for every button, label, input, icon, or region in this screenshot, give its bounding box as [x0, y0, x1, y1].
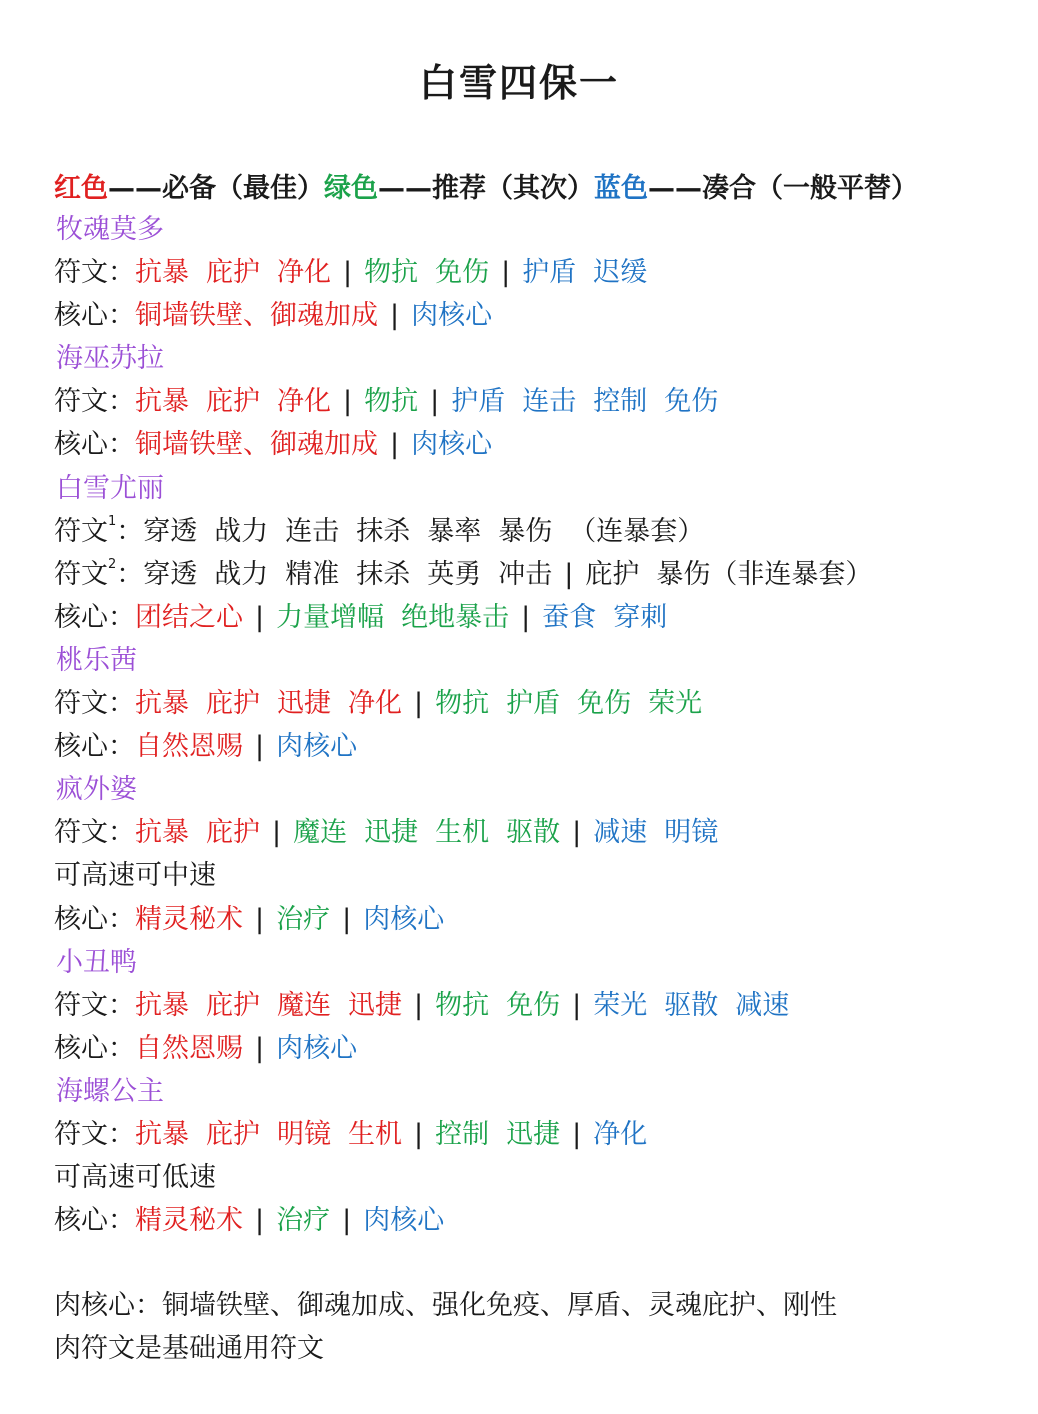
option-group-green	[293, 817, 560, 848]
option-item: 护盾	[506, 688, 561, 720]
option-item: 物抗	[435, 688, 490, 720]
option-group-red	[135, 602, 243, 633]
option-item: 护盾	[522, 257, 577, 289]
legend-segment: 绿色	[324, 173, 378, 204]
option-item: 铜墙铁壁、御魂加成	[135, 300, 378, 332]
row-label: 符文：	[54, 688, 135, 720]
option-group-blue	[276, 1033, 357, 1064]
row-label: 符文	[54, 515, 108, 547]
group-separator: |	[255, 601, 265, 633]
row-label: 核心：	[54, 903, 135, 935]
option-group-blue	[593, 990, 789, 1021]
rune-row	[54, 984, 1008, 1027]
option-item: 穿刺	[613, 601, 668, 633]
option-group-red	[135, 1119, 402, 1150]
group-separator: |	[255, 903, 265, 935]
option-item: 庇护	[206, 817, 260, 849]
option-item: 免伤	[435, 257, 490, 289]
option-item: 物抗	[364, 257, 419, 289]
option-group-blue	[522, 257, 647, 288]
group-separator: |	[521, 601, 531, 633]
option-item: 驱散	[506, 817, 561, 849]
option-group-red	[135, 429, 378, 460]
option-item: 战力	[214, 558, 269, 590]
group-separator: |	[501, 257, 511, 289]
option-group-blue	[276, 731, 357, 762]
option-item: 护盾	[451, 386, 506, 418]
option-item: 连击	[285, 515, 340, 547]
option-item: 自然恩赐	[135, 731, 243, 763]
option-group-red	[135, 904, 243, 935]
option-group-green	[435, 990, 560, 1021]
group-separator: |	[572, 989, 582, 1021]
core-row	[54, 596, 1008, 639]
option-group-black	[585, 559, 872, 590]
color-legend	[54, 166, 918, 205]
option-item: 迅捷	[364, 817, 419, 849]
option-item: （连暴套）	[569, 515, 705, 547]
rune-row	[54, 682, 1008, 725]
option-item: 控制	[435, 1118, 490, 1150]
group-separator: |	[414, 1118, 424, 1150]
option-item: 肉核心	[363, 1205, 445, 1237]
option-item: 净化	[593, 1118, 648, 1150]
group-separator: |	[572, 817, 582, 849]
option-item: 生机	[435, 817, 490, 849]
option-group-red	[135, 300, 378, 331]
rune-row	[54, 251, 1008, 294]
option-item: 庇护	[585, 558, 640, 590]
option-item: 荣光	[593, 989, 648, 1021]
option-item: 力量增幅	[276, 601, 385, 633]
hero-name: 牧魂莫多	[56, 214, 164, 245]
option-item: 驱散	[664, 989, 719, 1021]
option-group-green	[276, 904, 330, 935]
option-item: 免伤	[664, 386, 719, 418]
group-separator: |	[430, 386, 440, 418]
option-group-blue	[363, 1205, 444, 1236]
option-item: 免伤	[506, 989, 561, 1021]
option-item: 肉核心	[363, 903, 445, 935]
option-group-green	[435, 688, 702, 719]
label-superscript: 1	[108, 513, 117, 529]
option-item: 治疗	[276, 903, 331, 935]
option-item: 肉核心	[276, 1032, 358, 1064]
option-group-green	[276, 1205, 330, 1236]
option-item: 荣光	[648, 688, 703, 720]
row-label: 符文：	[54, 989, 135, 1021]
option-item: 抗暴	[135, 989, 189, 1021]
option-group-blue	[593, 1119, 647, 1150]
option-item: 减速	[735, 989, 790, 1021]
row-label: 核心：	[54, 429, 135, 461]
option-group-red	[135, 386, 331, 417]
hero-name: 小丑鸭	[56, 946, 137, 978]
rune-row	[54, 1113, 1008, 1156]
option-item: 迅捷	[277, 688, 331, 720]
option-item: 净化	[277, 257, 331, 289]
option-item: 连击	[522, 386, 577, 418]
option-item: 自然恩赐	[135, 1032, 243, 1064]
core-row	[54, 294, 1008, 337]
row-label: 符文：	[54, 386, 135, 418]
core-row	[54, 725, 1008, 768]
option-item: 免伤	[577, 688, 632, 720]
option-item: 庇护	[206, 1118, 260, 1150]
option-group-blue	[451, 386, 718, 417]
option-item: 物抗	[435, 989, 490, 1021]
option-item: 明镜	[664, 817, 719, 849]
option-item: 暴伤	[498, 515, 553, 547]
group-separator: |	[390, 429, 400, 461]
group-separator: |	[272, 817, 282, 849]
option-group-red	[135, 1205, 243, 1236]
option-group-blue	[411, 429, 492, 460]
group-separator: |	[572, 1118, 582, 1150]
hero-name: 疯外婆	[56, 774, 137, 806]
rune-row	[54, 510, 1008, 553]
option-group-black	[143, 516, 704, 547]
option-item: 抗暴	[135, 1118, 189, 1150]
option-group-green	[364, 257, 489, 288]
hero-name: 桃乐茜	[56, 644, 137, 676]
option-item: 迅捷	[348, 989, 402, 1021]
core-row	[54, 1199, 1008, 1242]
option-item: 迟缓	[593, 257, 648, 289]
row-label: 符文：	[54, 1118, 135, 1150]
option-item: 生机	[348, 1118, 402, 1150]
option-group-green	[364, 386, 418, 417]
rune-row	[54, 811, 1008, 854]
option-item: 绝地暴击	[401, 601, 510, 633]
option-item: 减速	[593, 817, 648, 849]
page-title: 白雪四保一	[418, 61, 619, 105]
option-item: 英勇	[427, 558, 482, 590]
option-item: 庇护	[206, 257, 260, 289]
option-item: 暴率	[427, 515, 482, 547]
group-separator: |	[414, 688, 424, 720]
group-separator: |	[255, 731, 265, 763]
option-group-red	[135, 817, 260, 848]
group-separator: |	[255, 1205, 265, 1237]
option-group-red	[135, 257, 331, 288]
option-item: 魔连	[293, 817, 348, 849]
rune-row	[54, 553, 1008, 596]
option-item: 迅捷	[506, 1118, 561, 1150]
option-item: 抗暴	[135, 688, 189, 720]
row-label: 核心：	[54, 300, 135, 332]
row-label: 符文：	[54, 257, 135, 289]
option-group-red	[135, 731, 243, 762]
group-separator: |	[414, 989, 424, 1021]
core-row	[54, 423, 1008, 466]
option-item: 肉核心	[276, 731, 358, 763]
option-group-blue	[542, 602, 667, 633]
option-item: 控制	[593, 386, 648, 418]
group-separator: |	[342, 903, 352, 935]
option-group-red	[135, 688, 402, 719]
option-item: 穿透	[143, 558, 198, 590]
group-separator: |	[390, 300, 400, 332]
option-group-blue	[411, 300, 492, 331]
option-item: 精准	[285, 558, 340, 590]
option-item: 净化	[348, 688, 402, 720]
option-item: 明镜	[277, 1118, 331, 1150]
row-label: 核心：	[54, 1205, 135, 1237]
option-item: 铜墙铁壁、御魂加成	[135, 429, 378, 461]
row-label-colon: ：	[116, 515, 144, 547]
option-item: 抗暴	[135, 257, 189, 289]
option-group-blue	[363, 904, 444, 935]
option-item: 精灵秘术	[135, 1205, 243, 1237]
option-item: 魔连	[277, 989, 331, 1021]
option-item: 精灵秘术	[135, 903, 243, 935]
group-separator: |	[343, 386, 353, 418]
core-row	[54, 1027, 1008, 1070]
option-group-green	[276, 602, 509, 633]
option-item: 战力	[214, 515, 269, 547]
legend-segment: 蓝色	[594, 173, 648, 204]
option-item: 肉核心	[411, 429, 493, 461]
row-label: 核心：	[54, 601, 135, 633]
legend-segment: ——凑合（一般平替）	[648, 173, 918, 204]
hero-name: 海螺公主	[56, 1075, 164, 1107]
group-separator: |	[342, 1205, 352, 1237]
option-item: 庇护	[206, 688, 260, 720]
group-separator: |	[343, 257, 353, 289]
option-item: 抹杀	[356, 558, 411, 590]
option-group-red	[135, 1033, 243, 1064]
option-group-black	[143, 559, 552, 590]
option-item: 团结之心	[135, 601, 243, 633]
hero-name: 白雪尤丽	[56, 472, 164, 504]
option-item: 抗暴	[135, 817, 189, 849]
option-item: 净化	[277, 386, 331, 418]
speed-note: 可高速可中速	[54, 860, 216, 892]
group-separator: |	[564, 558, 574, 590]
option-item: 冲击	[498, 558, 553, 590]
row-label: 核心：	[54, 731, 135, 763]
option-group-red	[135, 990, 402, 1021]
option-item: 抗暴	[135, 386, 189, 418]
row-label-colon: ：	[116, 558, 144, 590]
option-item: 抹杀	[356, 515, 411, 547]
legend-segment: ——必备（最佳）	[108, 173, 324, 204]
hero-name: 海巫苏拉	[56, 343, 164, 375]
option-item: 物抗	[364, 386, 419, 418]
option-item: 穿透	[143, 515, 198, 547]
core-row	[54, 898, 1008, 941]
row-label: 符文：	[54, 817, 135, 849]
legend-segment: 红色	[54, 173, 108, 204]
option-group-blue	[593, 817, 718, 848]
option-item: 庇护	[206, 989, 260, 1021]
option-item: 庇护	[206, 386, 260, 418]
speed-note: 可高速可低速	[54, 1162, 216, 1194]
option-item: 治疗	[276, 1205, 331, 1237]
label-superscript: 2	[108, 556, 117, 572]
row-label: 核心：	[54, 1032, 135, 1064]
legend-segment: ——推荐（其次）	[378, 173, 594, 204]
option-item: 暴伤（非连暴套）	[656, 558, 873, 590]
row-label: 符文	[54, 558, 108, 590]
rune-row	[54, 380, 1008, 423]
option-item: 肉核心	[411, 300, 493, 332]
option-group-green	[435, 1119, 560, 1150]
footer-notes	[54, 1284, 837, 1370]
footer-note-rune: 肉符文是基础通用符文	[54, 1333, 324, 1364]
group-separator: |	[255, 1032, 265, 1064]
build-list	[54, 208, 1008, 1242]
footer-note-core: 肉核心：铜墙铁壁、御魂加成、强化免疫、厚盾、灵魂庇护、刚性	[54, 1290, 837, 1321]
option-item: 蚕食	[542, 601, 597, 633]
